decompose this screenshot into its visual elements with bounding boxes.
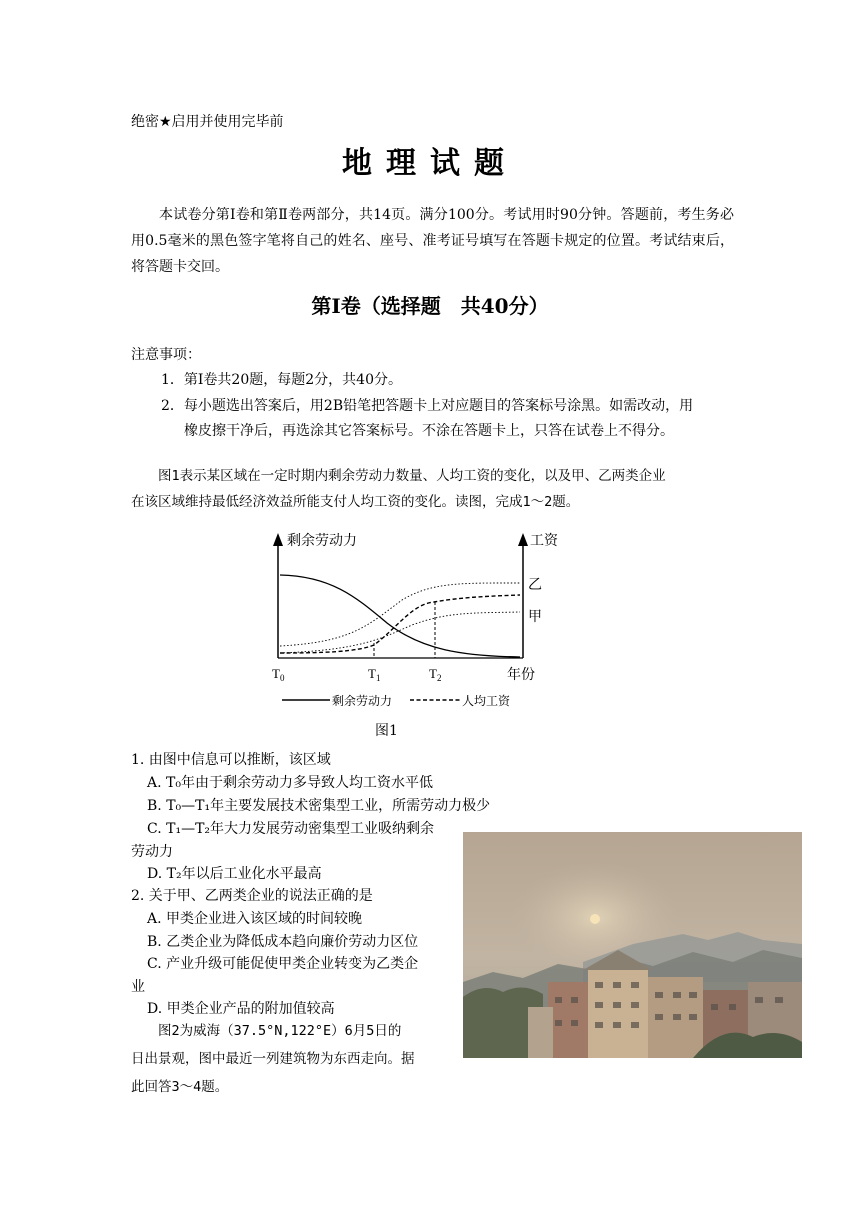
figure1-intro <box>131 463 734 515</box>
curve-yi <box>280 583 520 646</box>
question1-option-c: C. T₁—T₂年大力发展劳动密集型工业吸纳剩余 <box>147 821 435 837</box>
question1-option-c-cont: 劳动力 <box>131 844 173 860</box>
figure1-chart <box>262 528 562 718</box>
figure2-intro-line3: 此回答3～4题。 <box>131 1079 229 1095</box>
question1-option-d: D. T₂年以后工业化水平最高 <box>147 866 322 882</box>
question2-option-c: C. 产业升级可能促使甲类企业转变为乙类企 <box>147 956 419 972</box>
curve-wage-upper <box>280 606 520 640</box>
notice-item-2-cont: 橡皮擦干净后，再选涂其它答案标号。不涂在答题卡上，只答在试卷上不得分。 <box>184 423 674 439</box>
right-axis-label: 工资 <box>530 534 558 549</box>
intro-text: 本试卷分第Ⅰ卷和第Ⅱ卷两部分，共14页。满分100分。考试用时90分钟。答题前，考生务必用0.5毫米的黑色签字笔将自己的姓名、座号、准考证号填写在答题卡规定的位置。考试结束后，将答题卡交回。 <box>131 207 734 275</box>
figure2-intro-line1: 图2为威海（37.5°N,122°E）6月5日的 <box>158 1023 402 1039</box>
question2-option-b: B. 乙类企业为降低成本趋向廉价劳动力区位 <box>147 934 419 950</box>
question2-stem: 2. 关于甲、乙两类企业的说法正确的是 <box>131 888 373 904</box>
question1-option-a: A. T₀年由于剩余劳动力多导致人均工资水平低 <box>147 775 433 791</box>
figure1-caption: 图1 <box>375 723 398 739</box>
question2-option-a: A. 甲类企业进入该区域的时间较晚 <box>147 911 363 927</box>
figure1-intro-line1: 图1表示某区域在一定时期内剩余劳动力数量、人均工资的变化，以及甲、乙两类企业 <box>158 468 666 484</box>
label-yi: 乙 <box>528 578 542 593</box>
secret-mark: 绝密★启用并使用完毕前 <box>131 114 284 130</box>
curve-surplus-labor <box>280 575 520 657</box>
label-jia: 甲 <box>528 610 542 625</box>
figure2-intro <box>131 1017 451 1101</box>
legend-solid-label: 剩余劳动力 <box>332 694 393 708</box>
part-title: 第Ⅰ卷（选择题 共40分） <box>311 294 549 318</box>
t2-label: $T_2$ <box>429 666 442 683</box>
notice-item-2: 2．每小题选出答案后，用2B铅笔把答题卡上对应题目的答案标号涂黑。如需改动，用 <box>161 398 694 414</box>
question1-option-b: B. T₀—T₁年主要发展技术密集型工业，所需劳动力极少 <box>147 798 491 814</box>
question1-stem: 1. 由图中信息可以推断，该区域 <box>131 752 331 768</box>
question2-option-d: D. 甲类企业产品的附加值较高 <box>147 1001 335 1017</box>
figure2-sunrise-photo <box>463 832 802 1058</box>
right-axis-arrow <box>518 533 528 546</box>
notice-item-1: 1．第Ⅰ卷共20题，每题2分，共40分。 <box>161 372 402 388</box>
sun <box>590 914 600 924</box>
notice-heading: 注意事项： <box>131 347 201 363</box>
curve-average-wage <box>280 595 520 653</box>
question2-option-c-cont: 业 <box>131 979 145 995</box>
left-axis-label: 剩余劳动力 <box>287 534 357 549</box>
figure1-intro-line2: 在该区域维持最低经济效益所能支付人均工资的变化。读图，完成1～2题。 <box>131 494 580 510</box>
page-title: 地理试题 <box>342 146 518 181</box>
left-axis-arrow <box>273 533 283 546</box>
t1-label: $T_1$ <box>368 666 381 683</box>
t0-label: $T_0$ <box>272 666 285 683</box>
exam-intro <box>131 202 734 280</box>
legend-dashed-label: 人均工资 <box>462 694 511 708</box>
figure2-intro-line2: 日出景观，图中最近一列建筑物为东西走向。据 <box>131 1051 415 1067</box>
x-axis-label: 年份 <box>507 668 535 683</box>
